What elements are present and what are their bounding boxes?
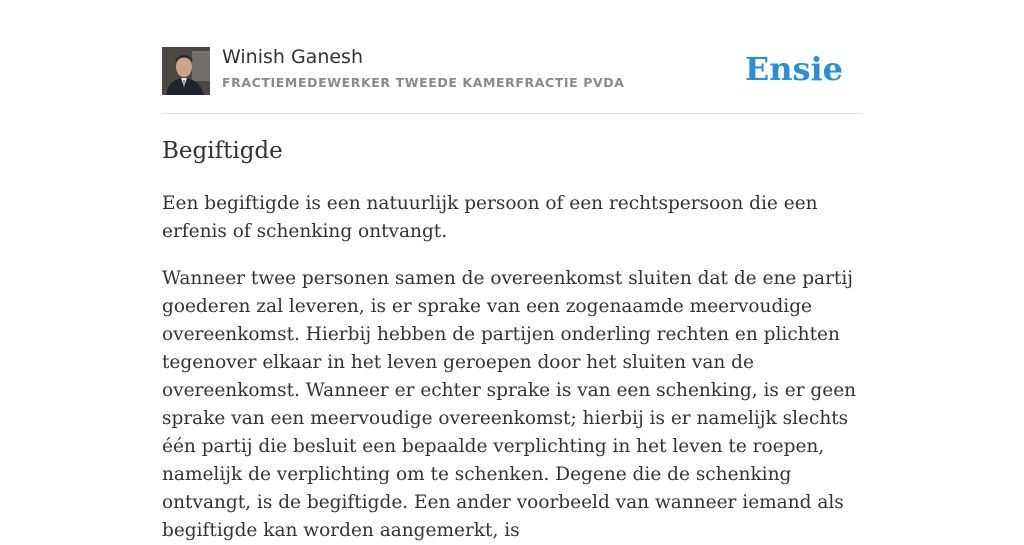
author-avatar[interactable] — [162, 47, 210, 95]
article-paragraph: Een begiftigde is een natuurlijk persoon of een rechtspersoon die een erfenis of schenking ontvangt. — [162, 193, 818, 242]
header-divider — [162, 113, 862, 114]
article-title: Begiftigde — [162, 138, 283, 164]
person-photo-icon — [162, 47, 210, 95]
article-paragraph: Wanneer twee personen samen de overeenkomst sluiten dat de ene partij goederen zal leveren, is er sprake van een zogenaamde meervoudige overeenkomst. Hierbij hebben de partijen onderling rechten en plichten tegenover elkaar in het leven geroepen door het sluiten van de overeenkomst. Wanneer er echter sprake is van een schenking, is er geen sprake van een meervoudige overeenkomst; hierbij is er namelijk slechts één partij die besluit een bepaalde verplichting in het leven te roepen, namelijk de verplichting om te schenken. Degene die de schenking ontvangt, is de begiftigde. Een ander voorbeeld van wanneer iemand als begiftigde kan worden aangemerkt, is — [162, 268, 857, 541]
brand-logo[interactable]: Ensie — [744, 50, 843, 88]
author-role: FRACTIEMEDEWERKER TWEEDE KAMERFRACTIE PVDA — [222, 75, 625, 90]
author-header — [162, 46, 862, 96]
author-name[interactable]: Winish Ganesh — [222, 46, 363, 68]
